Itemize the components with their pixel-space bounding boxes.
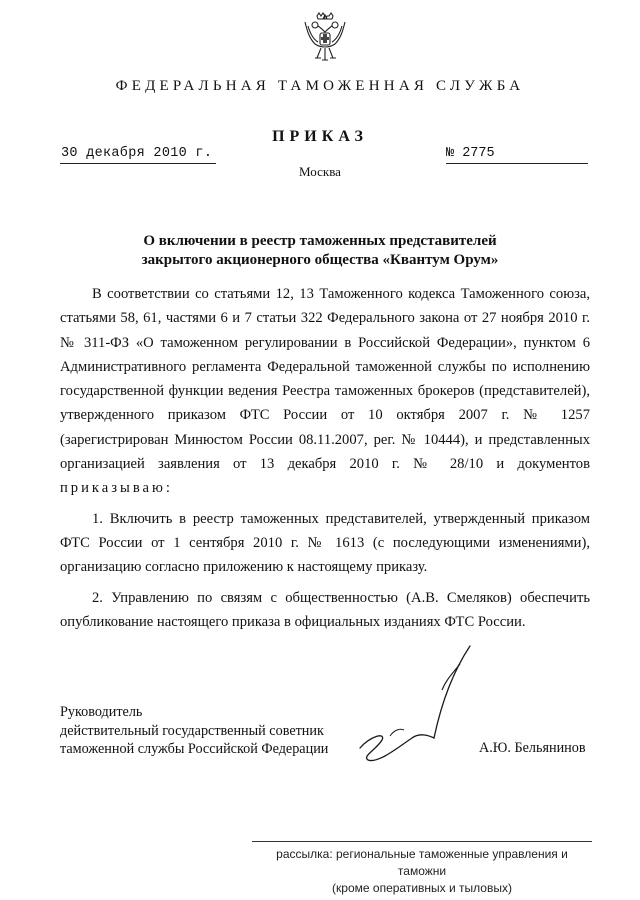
order-number: № 2775 — [446, 146, 495, 161]
signer-name: А.Ю. Бельянинов — [479, 740, 586, 756]
order-word: приказываю: — [60, 480, 173, 497]
position-line-1: Руководитель — [60, 704, 143, 720]
distribution-list — [252, 846, 592, 897]
distribution-line-1: рассылка: региональные таможенные управления и таможни — [276, 847, 568, 878]
order-title — [60, 232, 580, 270]
position-line-2: действительный государственный советник — [60, 722, 324, 739]
double-headed-eagle-icon — [301, 10, 349, 66]
item-1: 1. Включить в реестр таможенных представителей, утвержденный приказом ФТС России от 1 сентября 2010 г. № 1613 (с последующими изменениями), организацию согласно приложению к настоящему приказу. — [60, 510, 590, 576]
title-line-2: закрытого акционерного общества «Квантум Орум» — [141, 252, 499, 268]
distribution-separator — [252, 841, 592, 842]
document-type: ПРИКАЗ — [272, 128, 368, 145]
title-line-1: О включении в реестр таможенных представителей — [143, 233, 497, 249]
order-date: 30 декабря 2010 г. — [61, 146, 213, 161]
position-line-3: таможенной службы Российской Федерации — [60, 741, 329, 757]
signatory-position — [60, 703, 328, 759]
preamble-paragraph — [60, 282, 590, 501]
city: Москва — [299, 164, 341, 179]
item-2: 2. Управлению по связям с общественностью (А.В. Смеляков) обеспечить опубликование настоящего приказа в официальных изданиях ФТС России. — [60, 589, 590, 630]
preamble-text: В соответствии со статьями 12, 13 Таможенного кодекса Таможенного союза, статьями 58, 61, частями 6 и 7 статьи 322 Федерального закона от 27 ноября 2010 г. № 311-ФЗ «О таможенном регулировании в Российской Федерации», пунктом 6 Административного регламента Федеральной таможенной службы по исполнению государственной функции ведения Реестра таможенных брокеров (представителей), утвержденного приказом ФТС России от 10 октября 2007 г. № 1257 (зарегистрирован Минюстом России 08.11.2007, рег. № 10444), и представленных организацией заявления от 13 декабря 2010 г. № 28/10 и документов — [60, 286, 590, 473]
agency-name: ФЕДЕРАЛЬНАЯ ТАМОЖЕННАЯ СЛУЖБА — [115, 78, 525, 94]
order-body — [60, 282, 590, 634]
distribution-line-2: (кроме оперативных и тыловых) — [332, 881, 512, 895]
